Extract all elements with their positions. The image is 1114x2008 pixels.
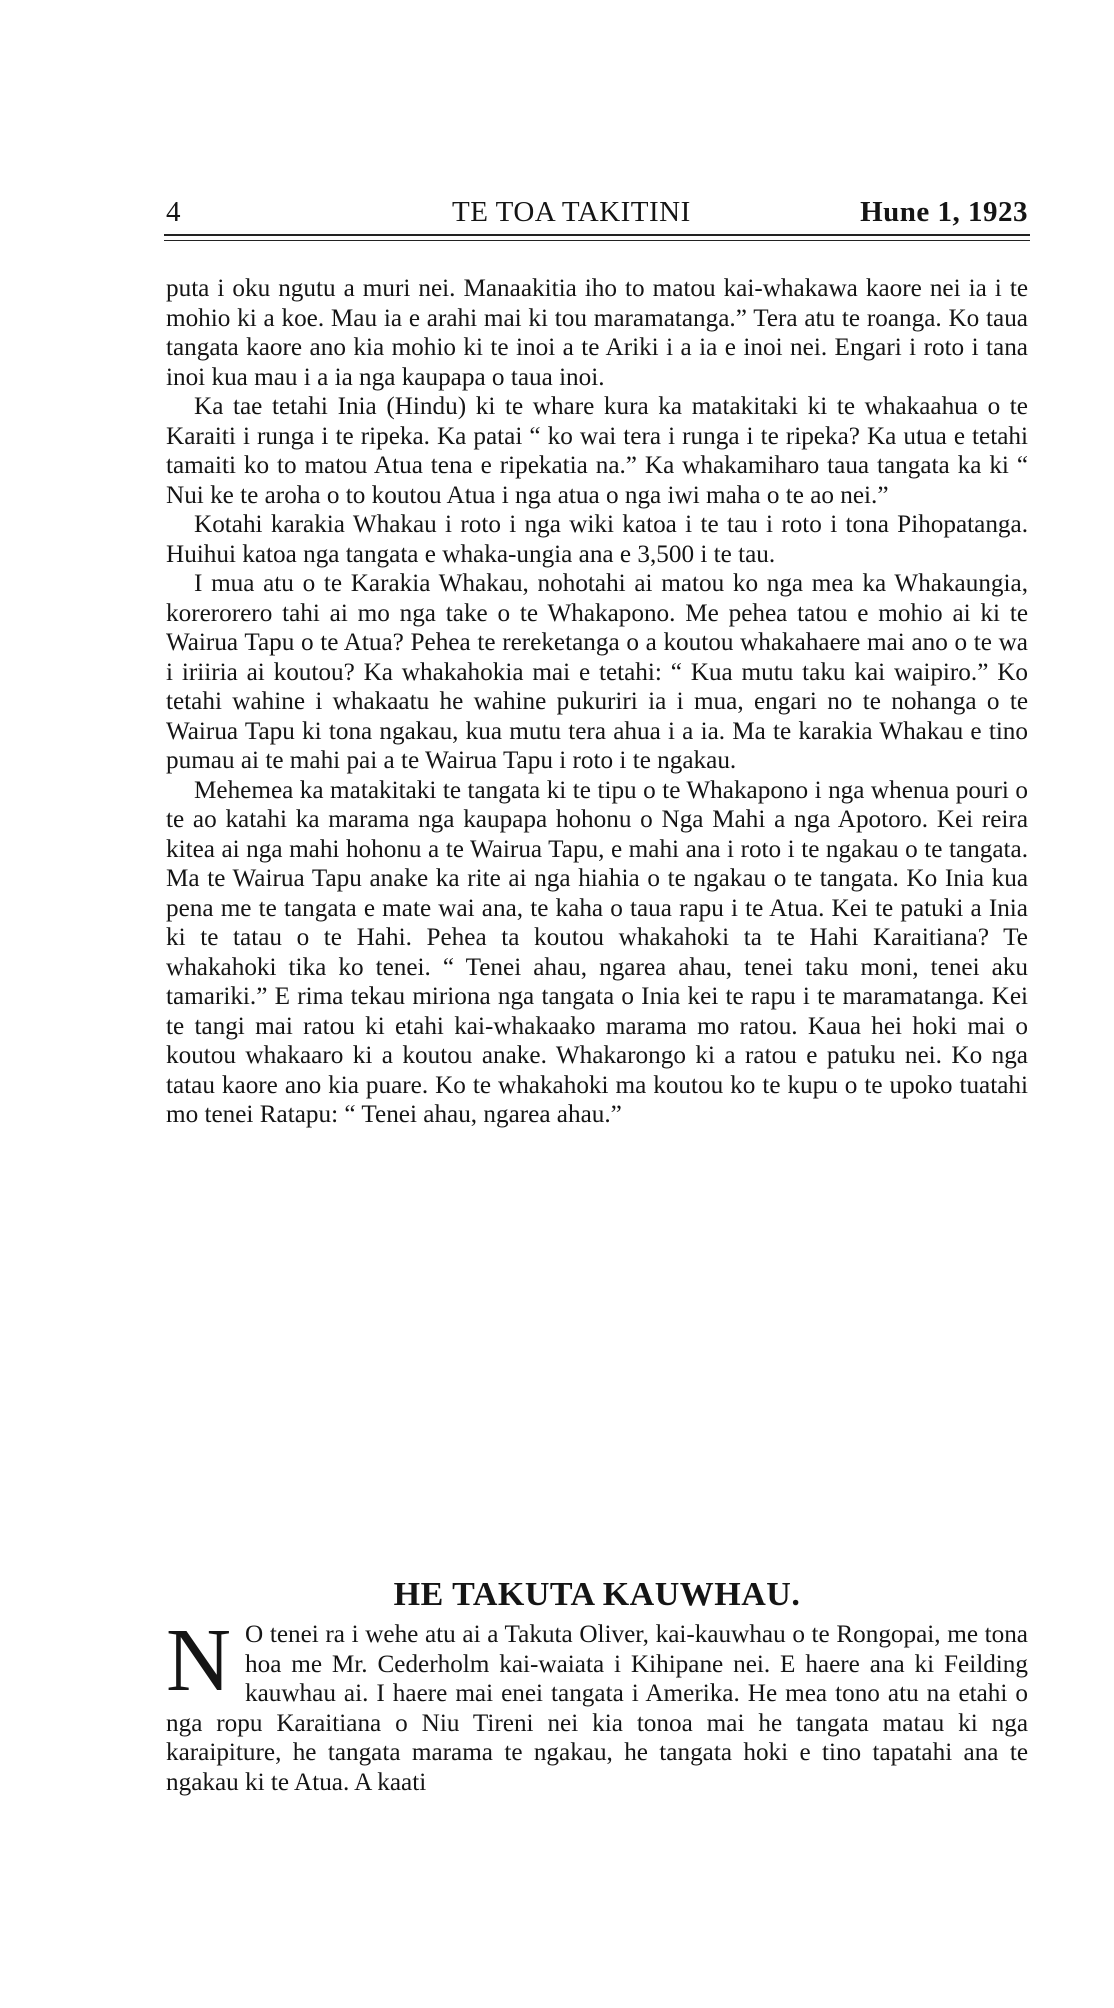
header-rule [164,234,1030,236]
drop-cap: N [166,1611,231,1710]
section-body [166,1611,1028,1797]
article-body [166,274,1028,1130]
section-paragraph [166,1611,1028,1797]
paragraph: Ka tae tetahi Inia (Hindu) ki te whare kura ka matakitaki ki te whakaahua o te Karaiti i runga i te ripeka. Ka patai “ ko wai tera i runga i te ripeka? Ka utua e tetahi tamaiti ko to matou Atua tena e ripekatia na.” Ka whakamiharo taua tangata ka ki “ Nui ke te aroha o to koutou Atua i nga atua o nga iwi maha o te ao nei.” [166,393,1028,509]
issue-date: Hune 1, 1923 [860,196,1028,228]
running-header [166,196,1028,236]
page-number: 4 [166,196,181,228]
publication-title: TE TOA TAKITINI [452,196,691,228]
section-text: O tenei ra i wehe atu ai a Takuta Oliver, kai-kauwhau o te Rongopai, me tona hoa me Mr. Cederholm kai-waiata i Kihipane nei. E haere ana ki Feilding kauwhau ai. I haere mai enei tangata i Amerika. He mea tono atu na etahi o nga ropu Karaitiana o Niu Tireni nei kia tonoa mai he tangata matau ki nga karaipiture, he tangata marama te ngakau, he tangata hoki e tino tapatahi ana te ngakau ki te Atua. A kaati [166,1621,1028,1796]
paragraph: Kotahi karakia Whakau i roto i nga wiki katoa i te tau i roto i tona Pihopatanga. Huihui katoa nga tangata e whaka-ungia ana e 3,500 i te tau. [166,511,1028,568]
paragraph: puta i oku ngutu a muri nei. Manaakitia iho to matou kai-whakawa kaore nei ia i te mohio ki a koe. Mau ia e arahi mai ki tou maramatanga.” Tera atu te roanga. Ko taua tangata kaore ano kia mohio ki te inoi a te Ariki i a ia e inoi nei. Engari i roto i tana inoi kua mau i a ia nga kaupapa o taua inoi. [166,275,1028,391]
paragraph: I mua atu o te Karakia Whakau, nohotahi ai matou ko nga mea ka Whakaungia, korerorero tahi ai mo nga take o te Whakapono. Me pehea tatou e mohio ai ki te Wairua Tapu o te Atua? Pehea te rereketanga o a koutou whakahaere mai ano o te wa i iriiria ai koutou? Ka whakahokia mai e tetahi: “ Kua mutu taku kai waipiro.” Ko tetahi wahine i whakaatu he wahine pukuriri ia i mua, engari no te nohanga o te Wairua Tapu ki tona ngakau, kua mutu tera ahua i a ia. Ma te karakia Whakau e tino pumau ai te mahi pai a te Wairua Tapu i roto i te ngakau. [166,570,1028,774]
header-rule-thin [164,240,1030,241]
paragraph: Mehemea ka matakitaki te tangata ki te tipu o te Whakapono i nga whenua pouri o te ao katahi ka marama nga kaupapa hohonu o Nga Mahi a nga Apotoro. Kei reira kitea ai nga mahi hohonu a te Wairua Tapu, e mahi ana i roto i te ngakau o te tangata. Ma te Wairua Tapu anake ka rite ai nga hiahia o te ngakau o te tangata. Ko Inia kua pena me te tangata e mate wai ana, te kaha o taua rapu i te Atua. Kei te patuki a Inia ki te tatau o te Hahi. Pehea ta koutou whakahoki ta te Hahi Karaitiana? Te whakahoki tika ko tenei. “ Tenei ahau, ngarea ahau, tenei taku moni, tenei aku tamariki.” E rima tekau miriona nga tangata o Inia kei te rapu i te maramatanga. Kei te tangi mai ratou ki etahi kai-whakaako marama mo ratou. Kaua hei hoki mai o koutou whakaaro ki a koutou anake. Whakarongo ki a ratou e patuku nei. Ko nga tatau kaore ano kia puare. Ko te whakahoki ma koutou ko te kupu o te upoko tuatahi mo tenei Ratapu: “ Tenei ahau, ngarea ahau.” [166,776,1028,1128]
section-heading: HE TAKUTA KAUWHAU. [393,1576,801,1613]
